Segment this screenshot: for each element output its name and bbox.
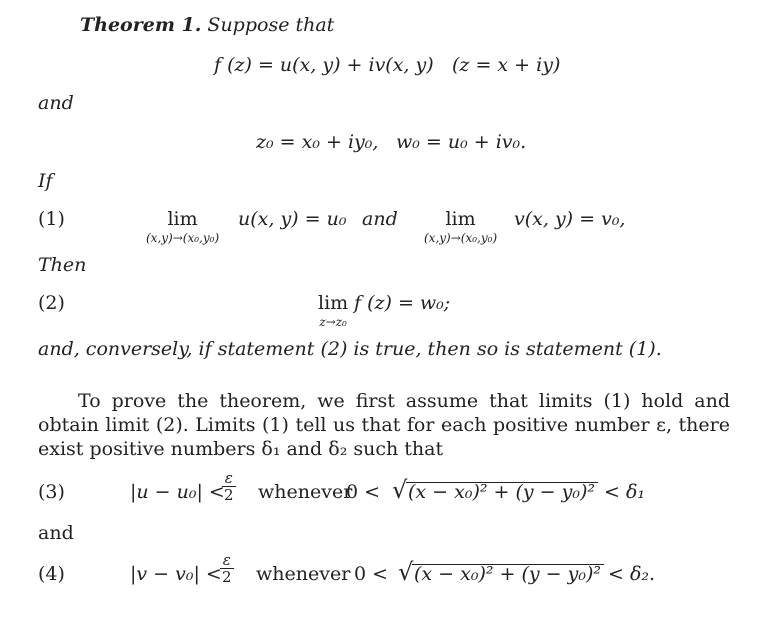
equation-4-tag: (4) [38,563,65,585]
equation-4-left: |v − v₀| < [130,563,222,585]
equation-2-limit [318,292,348,328]
equation-1-left-body: u(x, y) = u₀ [238,208,347,230]
equation-3-end: < δ₁ [604,481,646,503]
equation-2-body: f (z) = w₀; [354,292,451,314]
proof-paragraph: To prove the theorem, we first assume that limits (1) hold and obtain limit (2). Limits (1) tell us that for each positive number ε, there exist positive numbers δ₁ and δ₂ such that [38,390,730,460]
equation-1-tag: (1) [38,208,65,230]
sqrt-radical-icon: √ [392,476,408,504]
equation-f: f (z) = u(x, y) + iv(x, y) [214,54,434,76]
equation-1-and: and [362,208,398,230]
equation-4-radicand: (x − x₀)² + (y − y₀)² [414,563,602,585]
fraction-numerator: ε [222,470,236,487]
equation-1-limit-right [424,208,497,244]
lim-subscript: z→z₀ [319,315,347,329]
theorem-heading: Theorem 1. [80,14,202,36]
lim-operator: lim [167,208,198,230]
label-if: If [38,170,53,192]
equation-w0: w₀ = u₀ + iv₀. [396,131,527,153]
lim-subscript: (x,y)→(x₀,y₀) [146,231,220,245]
fraction-denominator: 2 [224,486,234,504]
theorem-header [80,14,334,36]
label-then: Then [38,254,87,276]
equation-1-limit-left [146,208,219,244]
equation-4-fraction [220,552,234,585]
connector-and-2: and [38,522,74,544]
equation-2-tag: (2) [38,292,65,314]
lim-operator: lim [318,292,349,314]
equation-4-zero-lt: 0 < [354,563,389,585]
equation-3-radicand: (x − x₀)² + (y − y₀)² [408,481,596,503]
lim-operator: lim [445,208,476,230]
theorem-intro: Suppose that [207,14,335,36]
equation-3-zero-lt: 0 < [346,481,381,503]
equation-z0: z₀ = x₀ + iy₀, [256,131,379,153]
converse-statement: and, conversely, if statement (2) is true, then so is statement (1). [38,338,662,360]
equation-1-right-body: v(x, y) = v₀, [514,208,626,230]
equation-3-tag: (3) [38,481,65,503]
sqrt-radical-icon: √ [398,558,414,586]
equation-3-whenever: whenever [258,481,353,503]
fraction-denominator: 2 [222,568,232,586]
equation-z-def: (z = x + iy) [452,54,561,76]
equation-4-whenever: whenever [256,563,351,585]
equation-4-end: < δ₂. [608,563,656,585]
connector-and-1: and [38,92,74,114]
equation-3-fraction [222,470,236,503]
lim-subscript: (x,y)→(x₀,y₀) [424,231,498,245]
equation-3-left: |u − u₀| < [130,481,225,503]
fraction-numerator: ε [220,552,234,569]
